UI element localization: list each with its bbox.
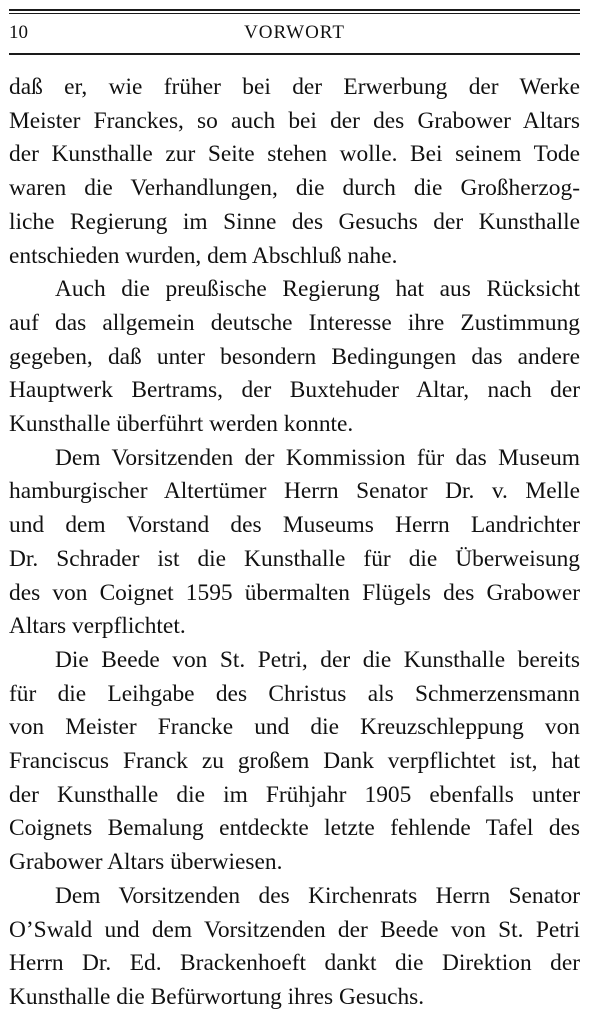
text-line: Kunsthalle überführt werden konnte. [9,411,354,438]
text-line: Herrn Dr. Ed. Brackenhoeft dankt die Direktion der [9,950,580,977]
text-line: und dem Vorstand des Museums Herrn Landrichter [9,512,580,539]
text-line: für die Leihgabe des Christus als Schmerzensmann [9,680,580,707]
text-line: Grabower Altars überwiesen. [9,849,283,876]
body-text [9,71,580,1015]
text-line: auf das allgemein deutsche Interesse ihre Zustimmung [9,309,580,336]
text-line: Hauptwerk Bertrams, der Buxtehuder Altar, nach der [9,377,580,404]
text-line: daß er, wie früher bei der Erwerbung der Werke [9,74,580,100]
text-line: liche Regierung im Sinne des Gesuchs der Kunsthalle [9,208,580,235]
page-number: 10 [9,22,28,43]
text-line: des von Coignet 1595 übermalten Flügels des Grabower [9,579,580,606]
text-line: hamburgischer Altertümer Herrn Senator Dr. v. Melle [9,478,580,505]
text-line: Coignets Bemalung entdeckte letzte fehlende Tafel des [9,815,580,842]
text-line: gegeben, daß unter besondern Bedingungen das andere [9,343,580,370]
text-line: Dem Vorsitzenden des Kirchenrats Herrn Senator [55,882,580,909]
text-line: waren die Verhandlungen, die durch die Großherzog- [9,175,580,202]
text-line: Auch die preußische Regierung hat aus Rücksicht [55,276,580,303]
text-line: Kunsthalle die Befürwortung ihres Gesuchs. [9,983,425,1010]
text-line: Franciscus Franck zu großem Dank verpflichtet ist, hat [9,748,580,775]
paragraph [9,442,580,644]
text-line: Altars verpflichtet. [9,613,186,640]
paragraph [9,880,580,1015]
paragraph [9,71,580,273]
text-line: entschieden wurden, dem Abschluß nahe. [9,242,398,269]
text-line: O’Swald und dem Vorsitzenden der Beede von St. Petri [9,916,580,943]
page-header [9,22,580,48]
text-line: Dr. Schrader ist die Kunsthalle für die Überweisung [9,545,580,572]
text-line: der Kunsthalle zur Seite stehen wolle. Bei seinem Tode [9,141,580,168]
running-head: VORWORT [244,22,345,43]
text-line: Die Beede von St. Petri, der die Kunsthalle bereits [55,646,580,673]
text-line: von Meister Francke und die Kreuzschleppung von [9,714,580,741]
text-line: der Kunsthalle die im Frühjahr 1905 ebenfalls unter [9,781,580,808]
text-line: Dem Vorsitzenden der Kommission für das Museum [55,444,580,471]
header-rule-top [9,9,580,11]
header-rule-top-thin [9,13,580,14]
paragraph [9,273,580,442]
text-line: Meister Franckes, so auch bei der des Grabower Altars [9,107,580,134]
header-rule-bottom [9,53,580,55]
paragraph [9,644,580,880]
